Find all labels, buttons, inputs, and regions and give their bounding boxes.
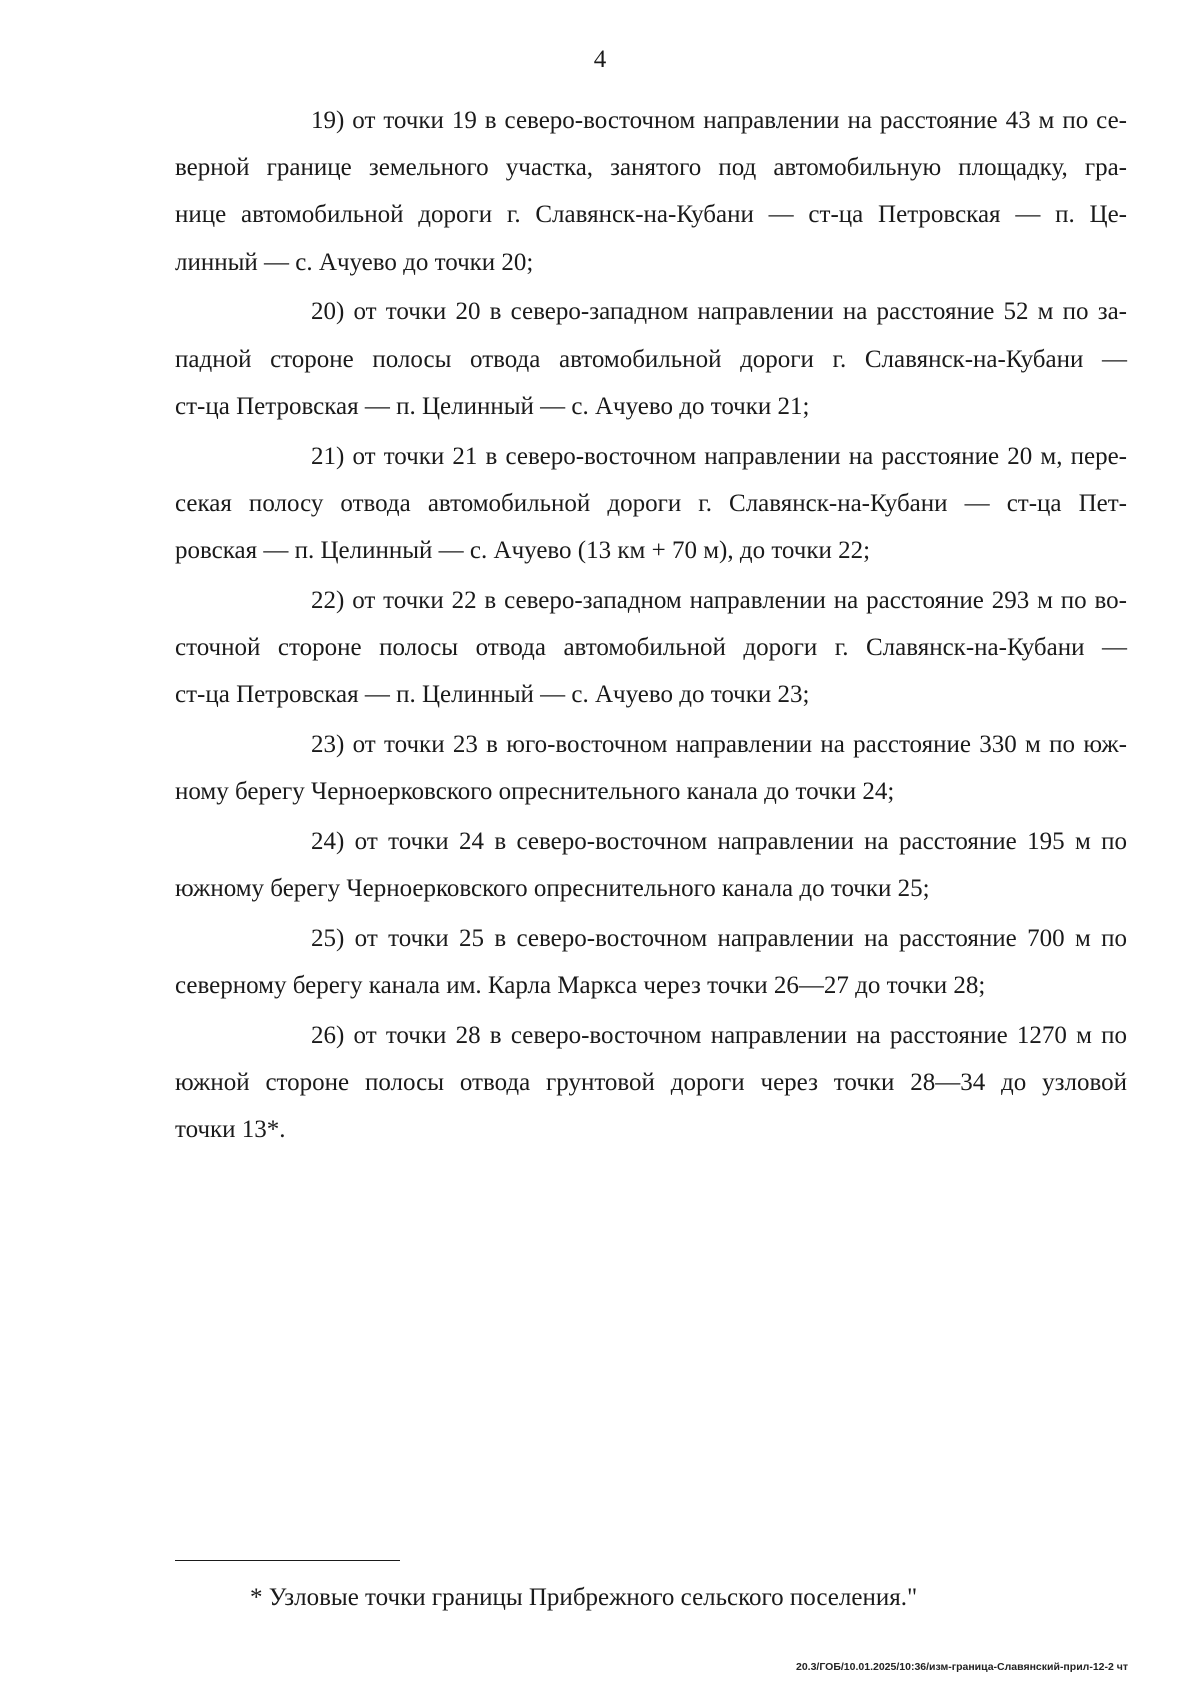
text-line: падной стороне полосы отвода автомобильной дороги г. Славянск-на-Кубани — — [175, 345, 1127, 373]
document-stamp: 20.3/ГОБ/10.01.2025/10:36/изм-граница-Славянский-прил-12-2 чт — [796, 1661, 1128, 1673]
paragraph-26 — [175, 1012, 1127, 1154]
paragraph-25 — [175, 915, 1127, 1009]
text-line: 20) от точки 20 в северо-западном направлении на расстояние 52 м по за- — [311, 298, 1127, 326]
paragraph-20 — [175, 288, 1127, 430]
text-line: 22) от точки 22 в северо-западном направлении на расстояние 293 м по во- — [311, 586, 1127, 614]
text-line: южному берегу Черноерковского опреснительного канала до точки 25; — [175, 875, 930, 903]
paragraph-24 — [175, 818, 1127, 912]
text-line: ровская — п. Целинный — с. Ачуево (13 км + 70 м), до точки 22; — [175, 537, 871, 565]
text-line: 26) от точки 28 в северо-восточном направлении на расстояние 1270 м по — [311, 1022, 1127, 1050]
text-line: верной границе земельного участка, занятого под автомобильную площадку, гра- — [175, 154, 1127, 182]
text-line: ному берегу Черноерковского опреснительного канала до точки 24; — [175, 778, 895, 806]
footnote: * Узловые точки границы Прибрежного сельского поселения." — [250, 1584, 918, 1611]
text-line: точки 13*. — [175, 1116, 286, 1144]
text-line: сточной стороне полосы отвода автомобильной дороги г. Славянск-на-Кубани — — [175, 634, 1127, 662]
paragraph-19 — [175, 97, 1127, 286]
paragraph-22 — [175, 577, 1127, 719]
text-line: 24) от точки 24 в северо-восточном направлении на расстояние 195 м по — [311, 828, 1127, 856]
text-line: северному берегу канала им. Карла Маркса через точки 26—27 до точки 28; — [175, 972, 986, 1000]
text-line: линный — с. Ачуево до точки 20; — [175, 248, 534, 276]
text-line: южной стороне полосы отвода грунтовой дороги через точки 28—34 до узловой — [175, 1069, 1127, 1097]
text-line: 25) от точки 25 в северо-восточном направлении на расстояние 700 м по — [311, 925, 1127, 953]
text-line: 21) от точки 21 в северо-восточном направлении на расстояние 20 м, пере- — [311, 442, 1127, 470]
text-line: ст-ца Петровская — п. Целинный — с. Ачуево до точки 23; — [175, 681, 810, 709]
paragraph-21 — [175, 433, 1127, 575]
page-number: 4 — [593, 46, 607, 73]
paragraph-23 — [175, 721, 1127, 815]
text-line: нице автомобильной дороги г. Славянск-на-Кубани — ст-ца Петровская — п. Це- — [175, 201, 1127, 229]
body-text — [175, 97, 1127, 1156]
text-line: 23) от точки 23 в юго-восточном направлении на расстояние 330 м по юж- — [311, 731, 1127, 759]
footnote-separator — [175, 1560, 400, 1561]
text-line: секая полосу отвода автомобильной дороги г. Славянск-на-Кубани — ст-ца Пет- — [175, 489, 1127, 517]
text-line: 19) от точки 19 в северо-восточном направлении на расстояние 43 м по се- — [311, 107, 1127, 134]
text-line: ст-ца Петровская — п. Целинный — с. Ачуево до точки 21; — [175, 392, 810, 420]
